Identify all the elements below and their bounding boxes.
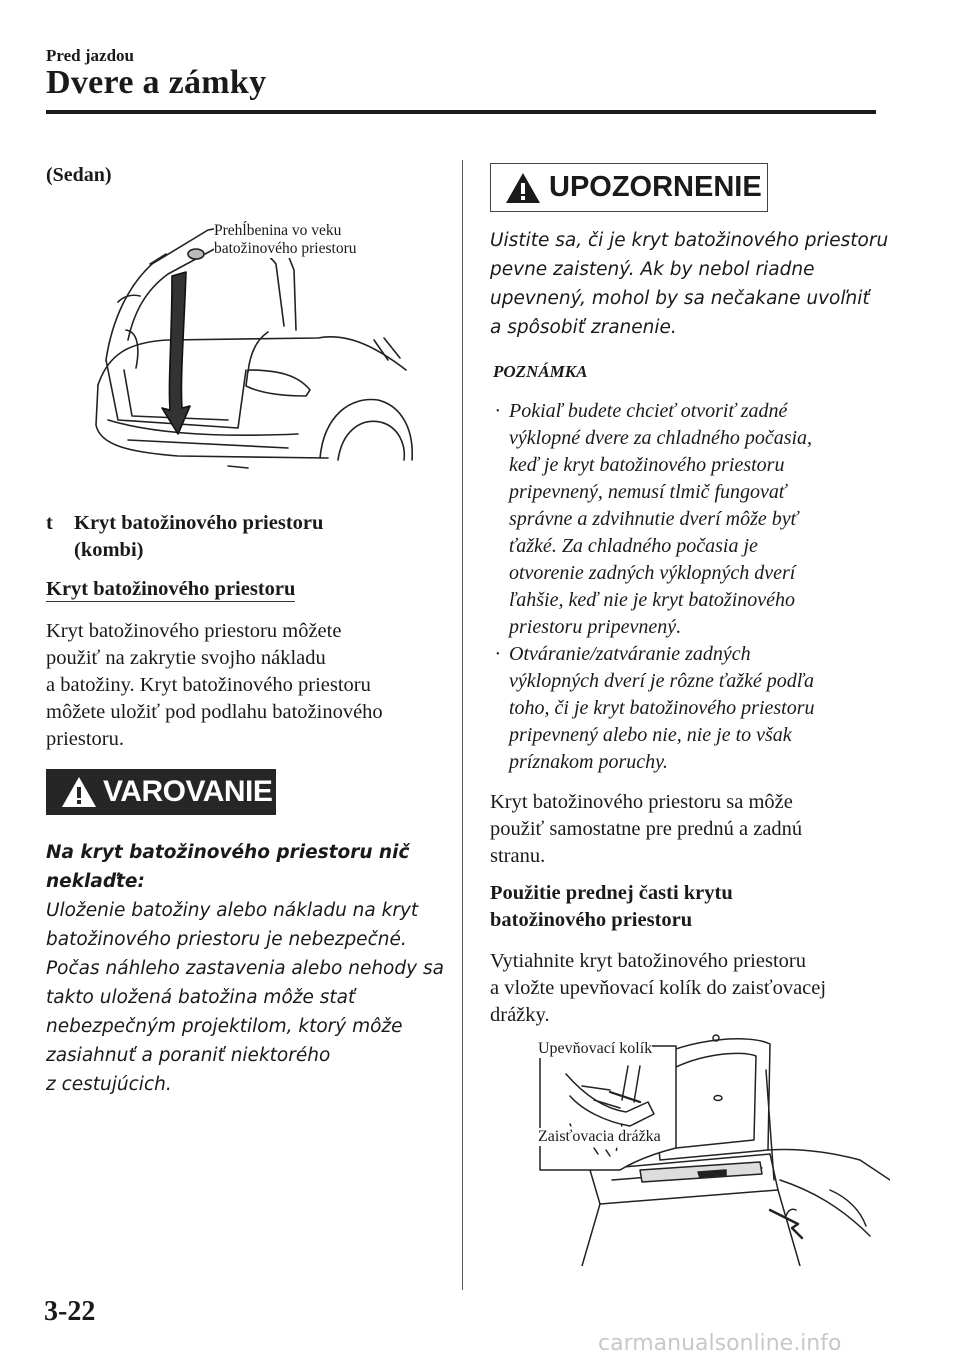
warning-banner — [46, 769, 276, 815]
text-line: použiť samostatne pre prednú a zadnú — [490, 818, 803, 840]
watermark: carmanualsonline.info — [598, 1331, 842, 1356]
warning-line: Počas náhleho zastavenia alebo nehody sa — [46, 958, 444, 979]
warning-line: Uloženie batožiny alebo nákladu na kryt — [46, 900, 419, 921]
note-title: POZNÁMKA — [493, 362, 588, 381]
callout-line: batožinového priestoru — [214, 240, 357, 257]
header-rule — [46, 110, 876, 114]
note-line: toho, či je kryt batožinového priestoru — [509, 697, 815, 719]
section-label: Pred jazdou — [46, 46, 134, 65]
caution-triangle-icon — [503, 170, 543, 206]
text-line: drážky. — [490, 1004, 550, 1026]
warning-text — [46, 838, 456, 1099]
text-line: stranu. — [490, 845, 546, 867]
bullet-title — [74, 510, 323, 564]
text-line: a batožiny. Kryt batožinového priestoru — [46, 674, 371, 696]
sedan-trunk-illustration — [88, 220, 418, 488]
note-line: pripevnený, nemusí tlmič fungovať — [509, 481, 787, 503]
text-line: a vložte upevňovací kolík do zaisťovacej — [490, 977, 827, 999]
text-line: môžete uložiť pod podlahu batožinového — [46, 701, 383, 723]
note-item — [493, 398, 893, 641]
warning-line: nebezpečným projektilom, ktorý môže — [46, 1016, 403, 1037]
warning-heading-line: Na kryt batožinového priestoru nič — [46, 842, 410, 863]
bullet-symbol: t — [46, 512, 53, 534]
bullet-dot: · — [495, 643, 500, 665]
text-line: Vytiahnite kryt batožinového priestoru — [490, 950, 806, 972]
note-line: správne a zdvihnutie dverí môže byť — [509, 508, 798, 530]
warning-line: zasiahnuť a poraniť niektorého — [46, 1045, 331, 1066]
note-line: ľahšie, keď nie je kryt batožinového — [509, 589, 796, 611]
note-line: otvorenie zadných výklopných dverí — [509, 562, 796, 584]
instruction-paragraph — [490, 948, 900, 1029]
subheading-line: Použitie prednej časti krytu — [490, 882, 733, 904]
cargo-cover-illustration — [530, 1030, 890, 1266]
groove-callout: Zaisťovacia drážka — [538, 1128, 661, 1145]
subheading-line: batožinového priestoru — [490, 909, 693, 931]
body-paragraph — [46, 618, 446, 753]
note-line: výklopných dverí je rôzne ťažké podľa — [509, 670, 814, 692]
warning-triangle-icon — [59, 774, 99, 810]
note-line: priestoru pripevnený. — [509, 616, 682, 638]
page-number: 3-22 — [44, 1296, 96, 1327]
callout-line: Prehĺbenina vo veku — [214, 222, 342, 239]
note-line: príznakom poruchy. — [509, 751, 668, 773]
note-line: pripevnený alebo nie, nie je to však — [509, 724, 792, 746]
caution-line: upevnený, mohol by sa nečakane uvoľniť — [490, 288, 870, 309]
text-line: Kryt batožinového priestoru môžete — [46, 620, 342, 642]
note-line: Otváranie/zatváranie zadných — [509, 643, 751, 665]
text-line: Kryt batožinového priestoru sa môže — [490, 791, 793, 813]
bullet-title-line: Kryt batožinového priestoru — [74, 512, 324, 534]
note-item — [493, 641, 893, 776]
warning-line: z cestujúcich. — [46, 1074, 172, 1095]
warning-line: batožinového priestoru je nebezpečné. — [46, 929, 407, 950]
bullet-title-line: (kombi) — [74, 539, 144, 561]
caution-text — [490, 226, 890, 342]
text-line: použiť na zakrytie svojho nákladu — [46, 647, 326, 669]
caution-label: UPOZORNENIE — [549, 171, 762, 203]
caution-line: a spôsobiť zranenie. — [490, 317, 677, 338]
lid-recess-callout — [214, 222, 356, 258]
note-line: Pokiaľ budete chcieť otvoriť zadné — [509, 400, 788, 422]
caution-banner — [490, 163, 768, 212]
section-heading-text: Kryt batožinového priestoru — [46, 578, 296, 600]
usage-subheading — [490, 880, 733, 934]
warning-heading-line: neklaďte: — [46, 871, 145, 892]
caution-line: Uistite sa, či je kryt batožinového priestoru — [490, 230, 889, 251]
warning-line: takto uložená batožina môže stať — [46, 987, 356, 1008]
caution-line: pevne zaistený. Ak by nebol riadne — [490, 259, 815, 280]
text-line: priestoru. — [46, 728, 124, 750]
note-line: ťažké. Za chladného počasia je — [509, 535, 758, 557]
note-line: výklopné dvere za chladného počasia, — [509, 427, 813, 449]
bullet-dot: · — [495, 400, 500, 422]
chapter-title: Dvere a zámky — [46, 64, 267, 101]
note-line: keď je kryt batožinového priestoru — [509, 454, 785, 476]
column-divider — [462, 160, 463, 1290]
pin-callout: Upevňovací kolík — [538, 1040, 653, 1057]
warning-label: VAROVANIE — [103, 775, 273, 808]
sedan-label: (Sedan) — [46, 164, 112, 186]
note-list — [493, 398, 893, 776]
body-paragraph-right — [490, 789, 890, 870]
section-heading — [46, 578, 295, 601]
